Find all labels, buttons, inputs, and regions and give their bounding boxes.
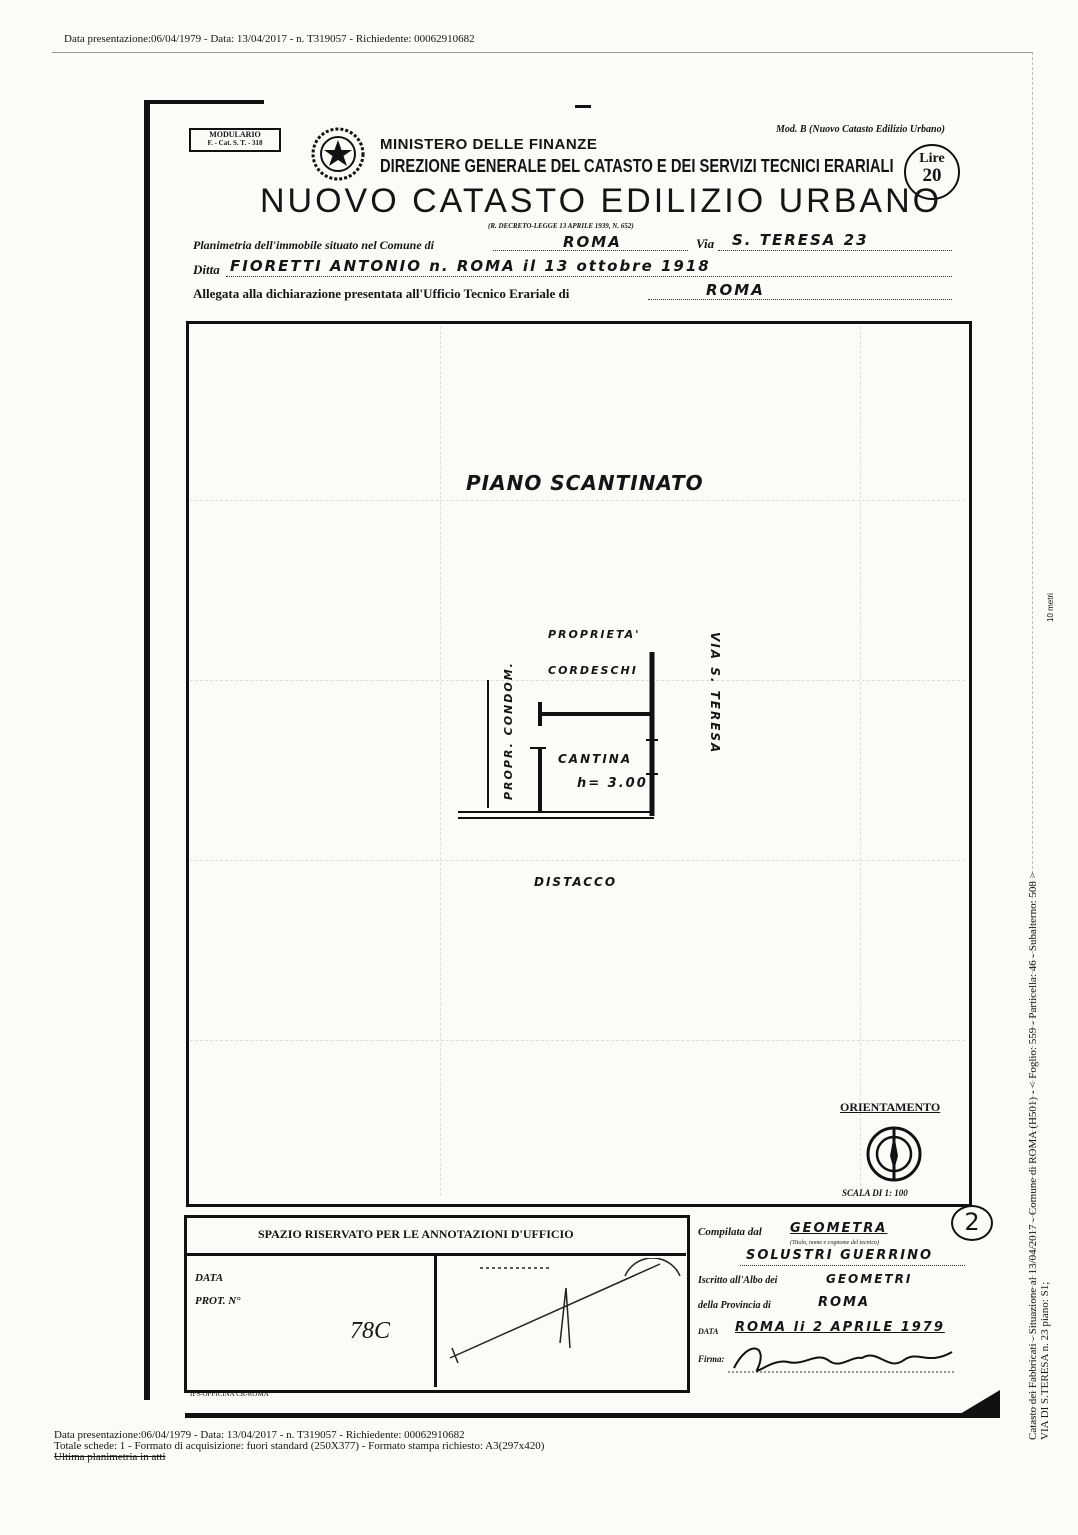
- scale-label: SCALA DI 1: 100: [842, 1188, 908, 1198]
- sheet-top-mark: [144, 100, 264, 104]
- side-meters: 10 metri: [1046, 593, 1055, 622]
- compiler-date: ROMA li 2 APRILE 1979: [735, 1320, 945, 1335]
- distacco-label: DISTACCO: [534, 875, 618, 889]
- decree-text: (R. DECRETO-LEGGE 13 APRILE 1939, N. 652): [488, 222, 634, 230]
- grid-line-h3: [190, 860, 965, 861]
- allegata-label: Allegata alla dichiarazione presentata all'Ufficio Tecnico Erariale di: [193, 286, 570, 301]
- mod-b-label: Mod. B (Nuovo Catasto Edilizio Urbano): [776, 124, 945, 135]
- grid-line-h4: [190, 1040, 965, 1041]
- compiler-note: (Titolo, nome e cognome del tecnico): [790, 1240, 879, 1246]
- compiler-data-label: DATA: [698, 1327, 719, 1336]
- ufficio-dots: [648, 299, 952, 300]
- modulario-line2: F. - Cat. S. T. - 318: [207, 139, 263, 147]
- sheet-top-mark-2: [575, 105, 591, 108]
- ufficio-value: ROMA: [706, 281, 765, 299]
- sheet-left-edge: [144, 100, 150, 1400]
- compiler-title: GEOMETRA: [790, 1221, 888, 1236]
- office-prot-label: PROT. N°: [195, 1295, 241, 1307]
- via-label: Via: [696, 236, 715, 251]
- office-box-vdivider: [434, 1253, 437, 1387]
- side-text-line-1: Catasto dei Fabbricati - Situazione al 13/04/2017 - Comune di ROMA (H501) - < Foglio: 559 - Particella: 46 - Subalterno: 508 >: [1027, 872, 1039, 1440]
- compilata-label: Compilata dal: [698, 1226, 762, 1238]
- footer-line-3: Ultima planimetria in atti: [54, 1451, 166, 1463]
- footer-line-1: Data presentazione:06/04/1979 - Data: 13/04/2017 - n. T319057 - Richiedente: 00062910682: [54, 1429, 465, 1441]
- header-metadata: Data presentazione:06/04/1979 - Data: 13/04/2017 - n. T319057 - Richiedente: 00062910682: [64, 33, 475, 45]
- albo-value: GEOMETRI: [826, 1272, 913, 1286]
- provincia-value: ROMA: [818, 1295, 871, 1310]
- signature-image: [728, 1338, 958, 1382]
- via-value: S. TERESA 23: [732, 231, 869, 249]
- office-handwritten: 78C: [350, 1318, 391, 1344]
- compiler-name-dots: [740, 1265, 965, 1266]
- office-title: SPAZIO RISERVATO PER LE ANNOTAZIONI D'UFFICIO: [258, 1227, 574, 1241]
- via-teresa-label: VIA S. TERESA: [708, 632, 722, 755]
- footer-line-2: Totale schede: 1 - Formato di acquisizione: fuori standard (250X377) - Formato stampa richiesto: A3(297x420): [54, 1440, 545, 1452]
- office-stamp-sketch: [440, 1258, 685, 1386]
- orientamento-label: ORIENTAMENTO: [840, 1100, 941, 1114]
- office-data-label: DATA: [195, 1272, 224, 1284]
- proprieta-label: PROPRIETA': [548, 628, 641, 641]
- sheet-number: 2: [951, 1205, 993, 1241]
- main-title: NUOVO CATASTO EDILIZIO URBANO: [260, 182, 943, 220]
- height-label: h= 3.00: [577, 776, 648, 791]
- compass-icon: [864, 1124, 924, 1184]
- cordeschi-label: CORDESCHI: [548, 664, 638, 677]
- planimetria-label: Planimetria dell'immobile situato nel Comune di: [193, 238, 435, 252]
- side-cadastre-text: [1027, 872, 1051, 1440]
- floor-label: PIANO SCANTINATO: [466, 471, 704, 495]
- lire-label: Lire: [919, 151, 945, 166]
- compiler-name: SOLUSTRI GUERRINO: [746, 1248, 934, 1263]
- sheet-corner: [960, 1390, 1000, 1414]
- comune-value: ROMA: [563, 233, 622, 251]
- lire-value: 20: [922, 165, 942, 186]
- ditta-value: FIORETTI ANTONIO n. ROMA il 13 ottobre 1918: [230, 257, 711, 275]
- footer-block: [54, 1430, 544, 1463]
- firma-label: Firma:: [698, 1354, 725, 1364]
- grid-line-v2: [860, 326, 861, 1196]
- ditta-dots: [226, 276, 952, 277]
- state-emblem-icon: [310, 126, 366, 182]
- prop-condom-label: PROPR. CONDOM.: [502, 661, 515, 800]
- direzione-title: DIREZIONE GENERALE DEL CATASTO E DEI SERVIZI TECNICI ERARIALI: [380, 156, 894, 176]
- printer-note: IPS-OFFICINA CR-ROMA: [190, 1390, 269, 1398]
- provincia-label: della Provincia di: [698, 1300, 771, 1311]
- iscritto-label: Iscritto all'Albo dei: [698, 1275, 778, 1286]
- sheet-bottom-edge: [185, 1413, 1000, 1418]
- via-dots: [718, 250, 952, 251]
- grid-line-h1: [190, 500, 965, 501]
- ditta-label: Ditta: [193, 262, 220, 277]
- cantina-label: CANTINA: [558, 752, 633, 766]
- modulario-line1: MODULARIO: [209, 130, 261, 139]
- side-text-line-2: VIA DI S.TERESA n. 23 piano: S1;: [1039, 1281, 1051, 1440]
- modulario-box: [189, 128, 281, 152]
- ministry-title: MINISTERO DELLE FINANZE: [380, 136, 598, 153]
